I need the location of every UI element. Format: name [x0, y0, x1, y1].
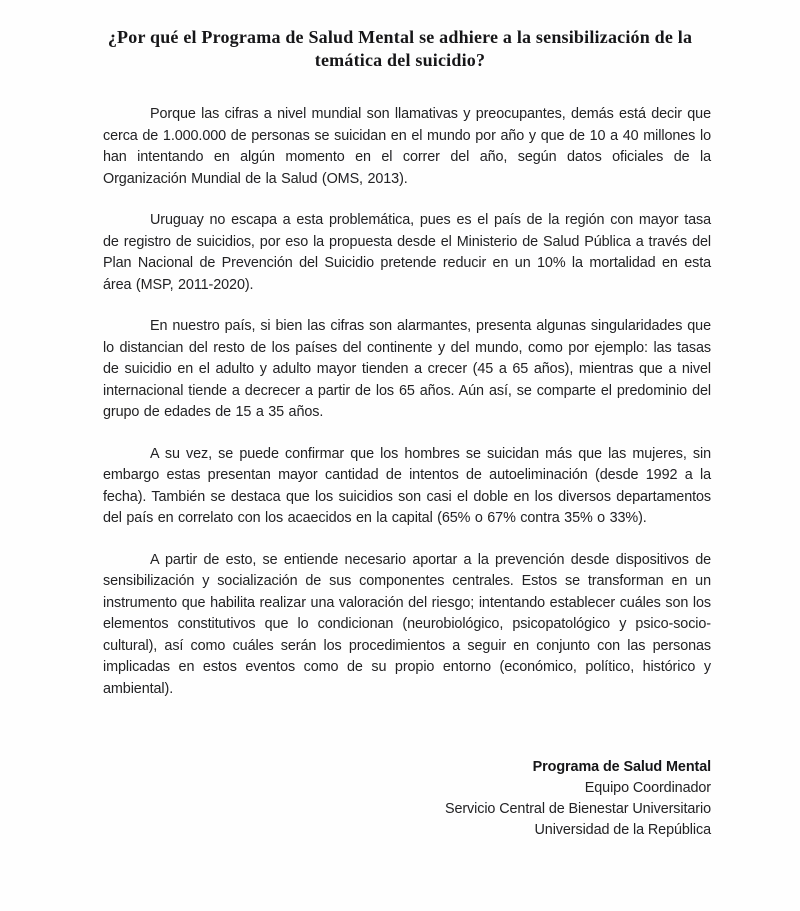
signature-team: Equipo Coordinador: [584, 780, 711, 796]
paragraph-uruguay-rates: Uruguay no escapa a esta problemática, pues es el país de la región con mayor tasa de registro de suicidios, por eso la propuesta desde el Ministerio de Salud Pública a través del Plan Nacional de Prevención del Suicidio pretende reducir en un 10% la mortalidad en esta área (MSP, 2011-2020).: [103, 212, 711, 293]
signature-service: Servicio Central de Bienestar Universitario: [444, 801, 711, 817]
signature-block: [103, 757, 711, 841]
document-title: ¿Por qué el Programa de Salud Mental se adhiere a la sensibilización de la temática del suicidio?: [107, 27, 693, 70]
paragraph-national-singularities: En nuestro país, si bien las cifras son alarmantes, presenta algunas singularidades que lo distancian del resto de los países del continente y del mundo, como por ejemplo: las tasas de suicidio en el adulto y adulto mayor tienden a crecer (45 a 65 años), mientras que a nivel internacional tiende a decrecer a partir de los 65 años. Aún así, se comparte el predominio del grupo de edades de 15 a 35 años.: [103, 318, 711, 420]
signature-university: Universidad de la República: [534, 822, 711, 838]
paragraph-world-figures: Porque las cifras a nivel mundial son llamativas y preocupantes, demás está decir que cerca de 1.000.000 de personas se suicidan en el mundo por año y que de 10 a 40 millones lo han intentando en algún momento en el correr del año, según datos oficiales de la Organización Mundial de la Salud (OMS, 2013).: [103, 106, 711, 187]
signature-program-name: Programa de Salud Mental: [532, 759, 711, 775]
paragraph-prevention-devices: A partir de esto, se entiende necesario aportar a la prevención desde dispositivos de sensibilización y socialización de sus componentes centrales. Estos se transforman en un instrumento que habilita realizar una valoración del riesgo; intentando establecer cuáles son los elementos constitutivos que lo condicionan (neurobiológico, psicopatológico y psico-socio-cultural), así como cuáles serán los procedimientos a seguir en conjunto con las personas implicadas en estos eventos como de su propio entorno (económico, político, histórico y ambiental).: [103, 551, 711, 697]
document-body: [103, 104, 711, 700]
paragraph-gender-departments: A su vez, se puede confirmar que los hombres se suicidan más que las mujeres, sin embargo estas presentan mayor cantidad de intentos de autoeliminación (desde 1992 a la fecha). También se destaca que los suicidios son casi el doble en los diversos departamentos del país en correlato con los acaecidos en la capital (65% o 67% contra 35% o 33%).: [103, 445, 711, 526]
